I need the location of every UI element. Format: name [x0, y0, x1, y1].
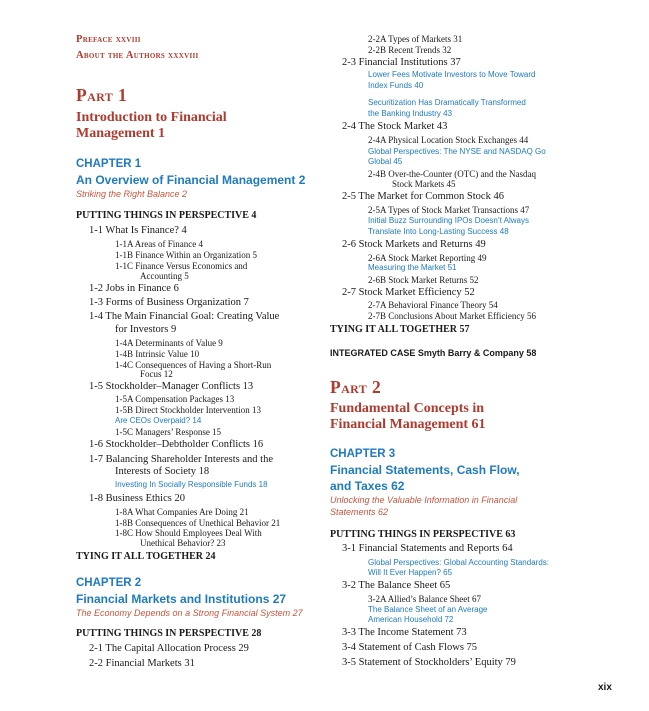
toc-subsection: 1-1A Areas of Finance 4: [115, 239, 203, 249]
toc-feature: Will It Ever Happen? 65: [368, 568, 453, 577]
toc-subsection: 1-5C Managers’ Response 15: [115, 427, 222, 437]
toc-subsection: 2-4A Physical Location Stock Exchanges 44: [368, 135, 529, 145]
toc-feature: American Household 72: [368, 615, 454, 624]
toc-section: 2-7 Stock Market Efficiency 52: [342, 287, 475, 298]
chapter-title: and Taxes 62: [330, 479, 405, 493]
toc-feature: Global Perspectives: The NYSE and NASDAQ Go: [368, 147, 546, 156]
toc-feature: Initial Buzz Surrounding IPOs Doesn’t Always: [368, 216, 529, 225]
toc-section: 3-4 Statement of Cash Flows 75: [342, 642, 478, 653]
toc-section: 1-5 Stockholder–Manager Conflicts 13: [89, 381, 254, 392]
toc-subsection: 2-2A Types of Markets 31: [368, 34, 463, 44]
section-heading: TYING IT ALL TOGETHER 57: [330, 324, 470, 335]
integrated-case: INTEGRATED CASE Smyth Barry & Company 58: [330, 348, 537, 358]
part-heading: Part 2: [330, 377, 382, 397]
toc-section: 1-8 Business Ethics 20: [89, 493, 185, 504]
toc-subsection: 1-1C Finance Versus Economics and: [115, 261, 248, 271]
toc-section: 3-1 Financial Statements and Reports 64: [342, 543, 513, 554]
toc-about-authors: About the Authors xxxviii: [76, 50, 199, 61]
toc-subsection: 1-5B Direct Stockholder Intervention 13: [115, 405, 261, 415]
section-heading: PUTTING THINGS IN PERSPECTIVE 63: [330, 529, 516, 540]
toc-section: 2-3 Financial Institutions 37: [342, 57, 461, 68]
toc-subsection: 1-4C Consequences of Having a Short-Run: [115, 360, 272, 370]
section-heading: PUTTING THINGS IN PERSPECTIVE 28: [76, 628, 262, 639]
toc-right-column: [330, 0, 649, 711]
toc-section: 3-3 The Income Statement 73: [342, 627, 467, 638]
chapter-subtitle: The Economy Depends on a Strong Financial System 27: [76, 608, 303, 618]
chapter-subtitle: Unlocking the Valuable Information in Financial: [330, 495, 518, 505]
toc-subsection: 1-8C How Should Employees Deal With: [115, 528, 262, 538]
chapter-title: Financial Statements, Cash Flow,: [330, 463, 520, 477]
toc-subsection: 1-1B Finance Within an Organization 5: [115, 250, 258, 260]
toc-feature: Investing In Socially Responsible Funds 18: [115, 480, 268, 489]
toc-section: for Investors 9: [115, 324, 177, 335]
toc-section: 1-2 Jobs in Finance 6: [89, 283, 179, 294]
toc-subsection: 1-8B Consequences of Unethical Behavior 21: [115, 518, 281, 528]
toc-feature: Lower Fees Motivate Investors to Move Toward: [368, 70, 536, 79]
toc-feature: Global Perspectives: Global Accounting Standards:: [368, 558, 549, 567]
toc-feature: the Banking Industry 43: [368, 109, 453, 118]
section-heading: PUTTING THINGS IN PERSPECTIVE 4: [76, 210, 257, 221]
toc-subsection: 2-6A Stock Market Reporting 49: [368, 253, 487, 263]
chapter-subtitle: Striking the Right Balance 2: [76, 189, 188, 199]
toc-section: 1-1 What Is Finance? 4: [89, 225, 187, 236]
toc-subsection: 2-6B Stock Market Returns 52: [368, 275, 479, 285]
toc-feature: Index Funds 40: [368, 81, 424, 90]
toc-subsection: 1-5A Compensation Packages 13: [115, 394, 235, 404]
part-title: Financial Management 61: [330, 417, 486, 432]
toc-subsection: 3-2A Allied’s Balance Sheet 67: [368, 594, 481, 604]
toc-section: 3-5 Statement of Stockholders’ Equity 79: [342, 657, 516, 668]
toc-subsection: 2-4B Over-the-Counter (OTC) and the Nasdaq: [368, 169, 537, 179]
chapter-subtitle: Statements 62: [330, 507, 389, 517]
toc-subsection: Focus 12: [140, 369, 173, 379]
toc-section: 2-6 Stock Markets and Returns 49: [342, 239, 486, 250]
chapter-heading: CHAPTER 1: [76, 158, 142, 170]
chapter-title: Financial Markets and Institutions 27: [76, 592, 287, 606]
toc-subsection: Accounting 5: [140, 271, 189, 281]
toc-section: Interests of Society 18: [115, 466, 210, 477]
part-title: Introduction to Financial: [76, 110, 227, 125]
toc-section: 2-2 Financial Markets 31: [89, 658, 195, 669]
toc-feature: The Balance Sheet of an Average: [368, 605, 488, 614]
toc-section: 2-1 The Capital Allocation Process 29: [89, 643, 249, 654]
section-heading: TYING IT ALL TOGETHER 24: [76, 551, 216, 562]
toc-subsection: 2-2B Recent Trends 32: [368, 45, 452, 55]
toc-feature: Are CEOs Overpaid? 14: [115, 416, 202, 425]
toc-feature: Global 45: [368, 157, 403, 166]
toc-subsection: 2-5A Types of Stock Market Transactions 47: [368, 205, 530, 215]
toc-subsection: Stock Markets 45: [392, 179, 456, 189]
toc-section: 1-4 The Main Financial Goal: Creating Value: [89, 311, 280, 322]
toc-section: 2-5 The Market for Common Stock 46: [342, 191, 504, 202]
toc-subsection: Unethical Behavior? 23: [140, 538, 226, 548]
toc-section: 2-4 The Stock Market 43: [342, 121, 448, 132]
chapter-heading: CHAPTER 3: [330, 448, 396, 460]
part-title: Fundamental Concepts in: [330, 401, 485, 416]
chapter-title: An Overview of Financial Management 2: [76, 173, 306, 187]
toc-subsection: 2-7B Conclusions About Market Efficiency 56: [368, 311, 537, 321]
chapter-heading: CHAPTER 2: [76, 577, 142, 589]
toc-subsection: 2-7A Behavioral Finance Theory 54: [368, 300, 498, 310]
toc-subsection: 1-8A What Companies Are Doing 21: [115, 507, 249, 517]
toc-section: 3-2 The Balance Sheet 65: [342, 580, 451, 591]
toc-subsection: 1-4A Determinants of Value 9: [115, 338, 223, 348]
toc-feature: Translate Into Long-Lasting Success 48: [368, 227, 509, 236]
toc-feature: Securitization Has Dramatically Transformed: [368, 98, 526, 107]
part-title: Management 1: [76, 126, 166, 141]
page-number: xix: [598, 682, 612, 693]
part-heading: Part 1: [76, 85, 128, 105]
toc-section: 1-7 Balancing Shareholder Interests and the: [89, 454, 273, 465]
toc-preface: Preface xxviii: [76, 34, 141, 45]
toc-feature: Measuring the Market 51: [368, 263, 457, 272]
toc-subsection: 1-4B Intrinsic Value 10: [115, 349, 200, 359]
toc-section: 1-6 Stockholder–Debtholder Conflicts 16: [89, 439, 264, 450]
toc-section: 1-3 Forms of Business Organization 7: [89, 297, 249, 308]
